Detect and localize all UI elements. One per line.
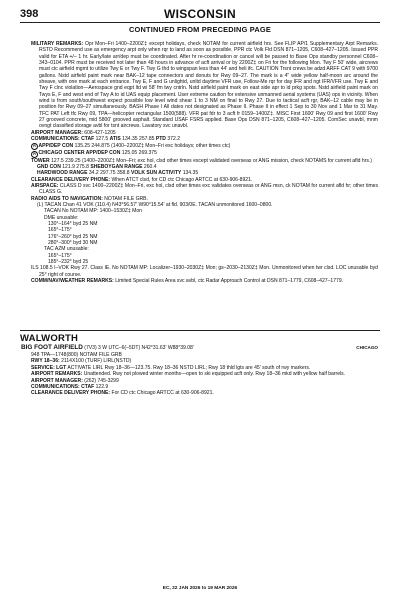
airport-manager-value: (262) 745-3299 [84,377,119,384]
section-divider [20,330,380,331]
radar-circle-icon: R [31,143,38,150]
page-number: 398 [20,8,39,20]
lgt-label: LGT [56,364,67,371]
sheboygan-range-label: SHEBOYGAN RANGE [90,163,143,170]
chicago-center-label: CHICAGO CENTER APP/DEP CON [38,150,121,156]
service-label: SERVICE: [31,364,55,371]
ils-row: ILS 108.5 I–VOK Rwy 27. Class IE. No NOTAM MP: Localizer–1930–2030Z‡ Mon; gs–2030–2130Z‡ Mon. Unmonitored when twr clsd. LOC unusable byd 25° right of course. [31,265,378,278]
military-remarks-label: MILITARY REMARKS: [31,41,84,47]
clearance-delivery-row [31,390,378,396]
airport-entry-continued [31,41,378,284]
dme-sector: 176°–260° byd 25 NM [48,233,98,240]
airport-manager-label: AIRPORT MANAGER: [31,129,83,136]
tower-text: 127.5 239.25 (1400–2200Z‡ Mon–Fri; exc hol, clsd other times except validated overseas or ANG mission, check NOTAMS for current afld hrs.) [51,157,372,164]
chicago-center-row [31,150,378,158]
app-dep-con-text: 135.25 244.875 (1400–2200Z‡ Mon–Fri exc holidays; other times ctc) [74,142,231,149]
airspace-label: AIRSPACE: [31,182,59,189]
runway-label: RWY 18–36: [31,358,60,365]
header-divider [20,22,380,23]
airport-chart: CHICAGO [356,345,378,350]
airport-remarks-label: AIRPORT REMARKS: [31,371,83,378]
clearance-delivery-label: CLEARANCE DELIVERY PHONE: [31,176,111,183]
city-heading: WALWORTH [20,333,79,344]
page-header [20,6,380,26]
airport-manager-label: AIRPORT MANAGER: [31,377,83,384]
military-remarks [31,41,378,130]
volk-sun-activity-text: 134.35 [182,170,199,177]
tacan-notam-row: TACAN No NOTAM MP: 1400–1530Z‡ Mon [44,208,142,215]
military-remarks-text: Opr Mon–Fri 1400–2200Z‡ except holidays, check NOTAM for current airfield hrs. See FLIP AP/1 Supplementary Arpt Remarks. RSTD Recommend use as emergency arpt only when rqr to land as soon as possible. PPR ctc Volk Fld DSN 871–1205, C608–427–1205. Issued PPR valid for ETA +/– 1 hr. Early/late arr/dep must be coordinated. After hr re-coordination or cancel will be passed to Base Ops standby personnel C608–343–0104. PPR must be received not later than 48 hours in advance of acft arrival or by 2200Z‡ on Fri for the following Mon. Twy F 50' wide, aircrews must ctc airfield mgmt to utilize Twy E or Twy F. Twy G thd to wingspan less than 44' and heli ifc. CAUTION Trsnt crews be adzd ARFF CAT 9 with 9700 gallons. Nstd airfield paint mark near BAK–12 tape connectors and donuts for Rwy 09–27. The mark is a 4" wide yellow half-moon arc around the sheave, with one mark at each entrance. Twy E, F and G unlightd, unltd daytime VFR use, Follow-Me rqr for day IFR and ngt IFR/VFR use. Twy E and Twy F clnc violation—Aerospace gnd eqpt ltd wi 58' fm twy cntrln. Nstd airfield paint mark on east side apr to id prkg spots. Nstd airfield paint mark on Twys E, F and west end of Twy A to id UAS equip placement. User extreme caution for extensive unmanned aerial systems (UAS) ops in vicinity. When wind is from south/southwest expect possible low level wind shear 1 to 3 NM on final to Rwy 27. Due to tactical acft rgr, BAK–12 cable may be in position for Rwy 09–27 simultaneously. BASH Phase I All dates not designated as Phase II. Phase II in effect 1 Sep to 30 Nov and 1 Mar to 31 May. TFC PAT Left tfc Rwy 09, TPA—helicopter rectangular 1500(588). VFR pat fdr to 3 acft fr 0159–1400Z‡. MISC First 1600' Rwy 09 and first 1600' Rwy 27 grooved concrete, mid 5800' grooved asphalt. Standard USAF FSRS applied. Base Ops DSN 871–1205, C608–427–1205. ComSec unavbl, mnm ovngt classified storage avbl for tsnt aircrews. Lavatory svc unavbl. [39,41,378,130]
atis-value: 134.35 257.85 [122,136,155,143]
hardwood-range-text: 34.2 297.75 358.8 [88,170,130,177]
state-title: WISCONSIN [163,7,237,21]
communications-label: COMMUNICATIONS: [31,136,80,143]
app-dep-con-row [31,143,378,151]
sheboygan-range-text: 260.4 [143,163,157,170]
tac-azm-sector: 185°–232° byd 25 [48,259,89,265]
gnd-con-label: GND CON [37,163,61,170]
page-footer: EC, 22 JAN 2026 to 19 MAR 2026 [162,586,238,591]
airport-utc: UTC–6(–5DT) [108,345,141,351]
atis-label: ATIS [109,136,121,143]
continued-banner: CONTINUED FROM PRECEDING PAGE [129,25,271,34]
radar-circle-icon: R [31,151,38,158]
airport-location: 3 W [98,345,108,351]
chicago-center-text: 125.05 269.375 [121,150,157,156]
airspace-row [31,183,378,196]
airspace-text: CLASS D svc 1400–2200Z‡ Mon–Fri, exc hol, clsd other times exc validates overseas or ANG msn, ck NOTAM for current afld hr; other times CLASS G. [39,182,378,196]
app-dep-con-label: APP/DEP CON [38,142,74,149]
airport-elev-row: 948 TPA—1748(800) NOTAM FILE GRB [31,352,122,358]
ptd-value: 372.2 [167,136,181,143]
dme-sector: 165°–175° [48,227,72,234]
comm-nav-weather-label: COMM/NAV/WEATHER REMARKS: [31,278,114,285]
airport-ident: (7V3) [84,345,97,351]
dme-sector: 280°–300° byd 30 NM [48,239,98,246]
radio-aids-text: NOTAM FILE GRB. [104,195,148,202]
tac-azm-sector: 165°–175° [48,252,72,259]
airport-remarks-text: Unattended. Rwy not plowed winter months—open to ski equipped acft only. Rwy 18–36 mkd with yellow half barrels. [83,371,346,378]
runway-text: 2114X100 (TURF) LIRL(NSTD) [61,358,132,365]
service-text: ACTIVATE LIRL Rwy 18–36—123.75. Rwy 18–36 NSTD LIRL; Rwy 18 thld lgts are 45' south of rwy markers. [67,364,311,371]
dme-sector: 130°–164° byd 25 NM [48,220,98,227]
ctaf-label: CTAF [81,136,95,143]
tower-label: TOWER [31,157,50,164]
clearance-delivery-text: When ATCT clsd, for CD ctc Chicago ARTCC at 630-906-8921. [111,176,253,183]
comm-nav-weather-text: Limited Special Rules Area svc avbl, ctc Radar Approach Control at DSN 871–1779, C608–427–1779. [115,278,344,285]
tacan-row: (L) TACAN Chan 41 VOK (110.4) N43°56.57' W90°15.54' at fld. 903/0E. TACAN unmonitored 1600–0800. [37,201,273,208]
airport-manager-value: 608-427-1205 [84,129,116,136]
airport-remarks-row [31,371,378,377]
airport-title-row [21,345,378,352]
volk-sun-activity-label: VOLK SUN ACTIVITY [130,170,182,177]
comm-nav-weather-row [31,278,378,284]
airport-name: BIG FOOT AIRFIELD [21,344,83,351]
ctaf-value: 122.9 [95,384,109,391]
ctaf-label: CTAF [81,384,95,391]
communications-label: COMMUNICATIONS: [31,384,80,391]
gnd-con-text: 121.9 275.8 [62,163,89,170]
dme-unusable-label: DME unusable: [44,214,79,221]
clearance-delivery-text: For CD ctc Chicago ARTCC at 630-906-8921. [111,390,214,397]
airport-coords: N42°31.63' W88°39.08' [141,345,194,351]
ctaf-value: 127.5 [95,136,109,143]
hardwood-range-label: HARDWOOD RANGE [37,170,88,177]
tac-azm-unusable-label: TAC AZM unusable: [44,246,89,253]
ptd-label: PTD [155,136,166,143]
radio-aids-label: RADIO AIDS TO NAVIGATION: [31,195,103,202]
airport-body [21,352,378,397]
airport-entry [21,345,378,397]
clearance-delivery-label: CLEARANCE DELIVERY PHONE: [31,390,111,397]
